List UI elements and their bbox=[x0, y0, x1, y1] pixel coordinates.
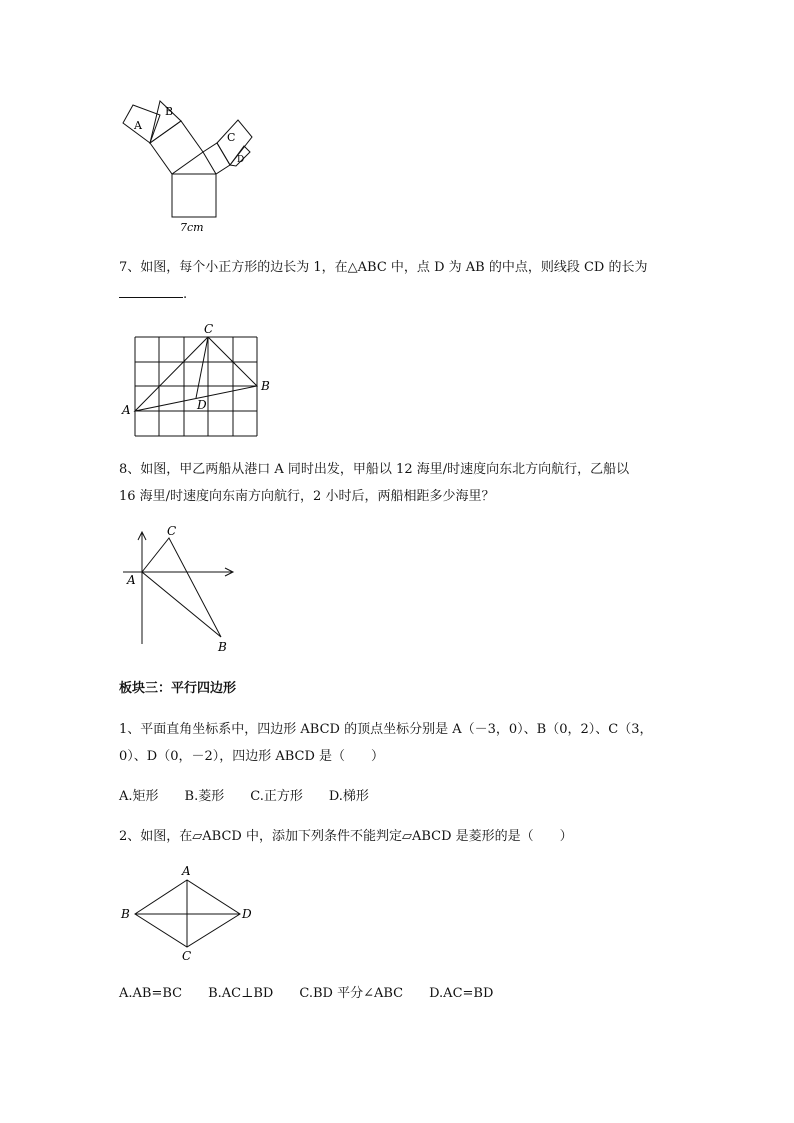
label-b: B bbox=[218, 640, 227, 654]
label-a: A bbox=[134, 119, 142, 132]
option-a[interactable]: A.矩形 bbox=[119, 789, 159, 804]
rhombus-figure bbox=[115, 862, 260, 967]
label-d: D bbox=[197, 398, 207, 412]
question-7-line-2: . bbox=[119, 282, 187, 307]
big-square bbox=[172, 174, 216, 217]
segment-cd bbox=[196, 337, 208, 398]
problem-2-options bbox=[119, 981, 519, 1006]
option-c[interactable]: C.正方形 bbox=[250, 789, 303, 804]
label-c: C bbox=[182, 949, 192, 963]
option-a[interactable]: A.AB=BC bbox=[119, 986, 183, 1001]
section-3-title: 板块三：平行四边形 bbox=[119, 681, 237, 696]
label-b: B bbox=[165, 105, 174, 118]
option-d[interactable]: D.AC=BD bbox=[429, 986, 494, 1001]
option-b[interactable]: B.AC⊥BD bbox=[208, 986, 274, 1001]
triangle-abc bbox=[135, 337, 257, 411]
label-c: C bbox=[204, 322, 214, 336]
label-b: B bbox=[261, 379, 270, 393]
caption-7cm: 7cm bbox=[180, 221, 204, 234]
option-b[interactable]: B.菱形 bbox=[184, 789, 225, 804]
question-7-line-1: 7、如图，每个小正方形的边长为 1，在△ABC 中，点 D 为 AB 的中点，则线段 CD 的长为 bbox=[119, 260, 648, 275]
ships-figure bbox=[115, 520, 245, 660]
left-square bbox=[150, 121, 203, 174]
label-c: C bbox=[227, 131, 236, 144]
label-d: D bbox=[237, 155, 245, 165]
triangle-acb bbox=[142, 538, 221, 637]
problem-1-line-1: 1、平面直角坐标系中，四边形 ABCD 的顶点坐标分别是 A（－3，0）、B（0，2）、C（3， bbox=[119, 722, 653, 737]
problem-2-line-1: 2、如图，在▱ABCD 中，添加下列条件不能判定▱ABCD 是菱形的是（ ） bbox=[119, 829, 573, 844]
label-c: C bbox=[167, 524, 177, 538]
label-a: A bbox=[127, 573, 136, 587]
question-8-line-2: 16 海里/时速度向东南方向航行，2 小时后，两船相距多少海里？ bbox=[119, 489, 495, 504]
label-a: A bbox=[182, 864, 191, 878]
grid-figure bbox=[115, 320, 280, 445]
option-c[interactable]: C.BD 平分∠ABC bbox=[299, 986, 404, 1001]
problem-1-line-2: 0）、D（0，－2），四边形 ABCD 是（ ） bbox=[119, 749, 385, 764]
label-d: D bbox=[242, 907, 252, 921]
problem-1-options bbox=[119, 784, 395, 809]
label-a: A bbox=[122, 403, 131, 417]
question-8-line-1: 8、如图，甲乙两船从港口 A 同时出发，甲船以 12 海里/时速度向东北方向航行，乙船以 bbox=[119, 462, 630, 477]
answer-blank bbox=[119, 283, 183, 298]
squares-figure bbox=[120, 95, 260, 240]
option-d[interactable]: D.梯形 bbox=[328, 789, 369, 804]
label-b: B bbox=[121, 907, 130, 921]
